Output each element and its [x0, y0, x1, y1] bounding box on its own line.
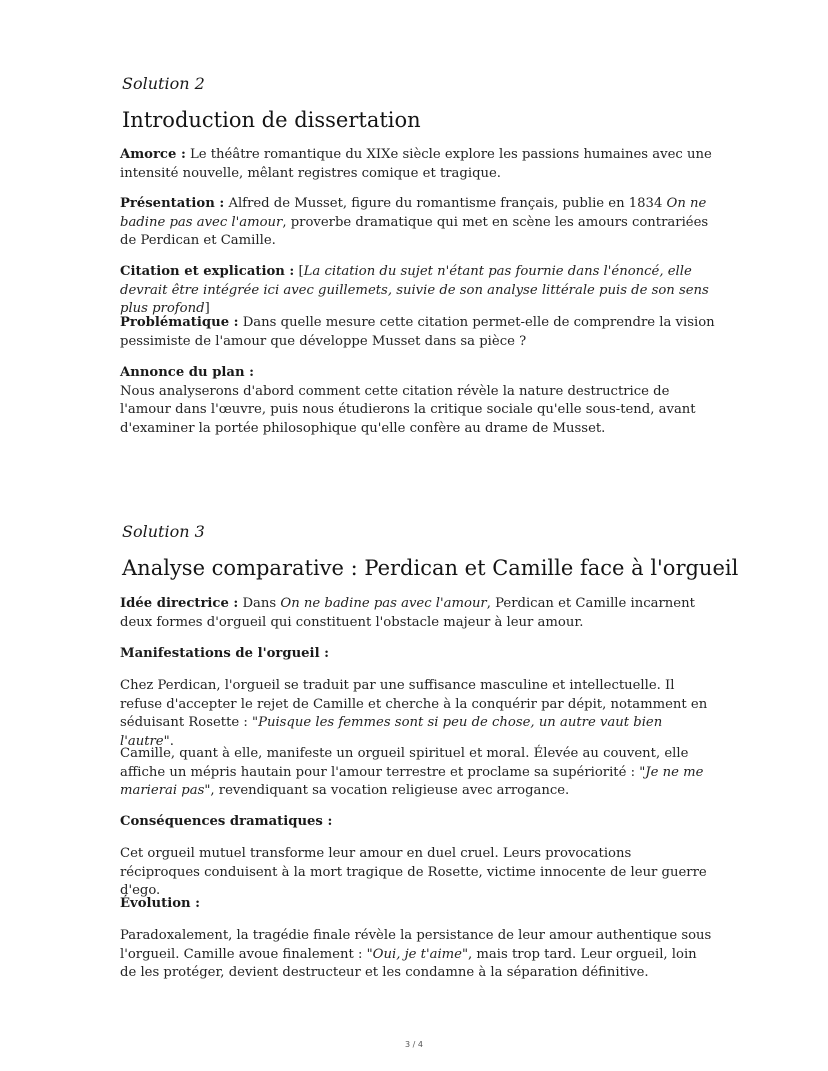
idee-text: Dans — [238, 596, 281, 611]
presentation-text: Alfred de Musset, figure du romantisme français, publie en 1834 — [224, 196, 667, 211]
evolution-paragraph — [120, 927, 715, 983]
citation-label: Citation et explication : — [120, 264, 295, 279]
perdican-quote: "Puisque les femmes sont si peu de chose, un autre vaut bien l'autre" — [120, 715, 663, 749]
perdican-paragraph — [120, 677, 715, 751]
consequences-label: Conséquences dramatiques : — [120, 814, 333, 829]
presentation-paragraph — [120, 195, 715, 251]
work-title: On ne badine pas avec l'amour — [120, 196, 707, 230]
manifestations-label: Manifestations de l'orgueil : — [120, 646, 330, 661]
solution-2-label: Solution 2 — [122, 74, 205, 93]
camille-quote: "Je ne me marierai pas" — [120, 764, 704, 799]
citation-paragraph — [120, 263, 715, 319]
evolution-quote: "Oui, je t'aime" — [366, 946, 469, 962]
evolution-heading — [120, 895, 715, 914]
camille-text: Camille, quant à elle, manifeste un orgueil spirituel et moral. Élevée au couvent, elle affiche un mépris hautain pour l'amour terrestre et proclame sa supériorité : — [120, 746, 689, 780]
page-number: 3 / 4 — [405, 1040, 423, 1049]
citation-note: La citation du sujet n'étant pas fournie dans l'énoncé, elle devrait être intégrée ici avec guillemets, suivie de son analyse littérale puis de son sens plus profond — [120, 264, 709, 317]
problematique-paragraph — [120, 314, 715, 351]
camille-paragraph — [120, 745, 715, 801]
amorce-paragraph — [120, 146, 715, 183]
consequences-heading — [120, 813, 715, 832]
citation-bracket-close: ] — [204, 301, 210, 317]
manifestations-heading — [120, 645, 715, 664]
presentation-text-end: , proverbe dramatique qui met en scène les amours contrariées de Perdican et Camille. — [120, 214, 709, 249]
idee-text-end: , Perdican et Camille incarnent deux formes d'orgueil qui constituent l'obstacle majeur à leur amour. — [120, 596, 695, 630]
presentation-label: Présentation : — [120, 196, 225, 211]
consequences-paragraph: Cet orgueil mutuel transforme leur amour en duel cruel. Leurs provocations réciproques conduisent à la mort tragique de Rosette, victime innocente de leur guerre d'ego. — [120, 846, 707, 899]
problematique-text: Dans quelle mesure cette citation permet-elle de comprendre la vision pessimiste de l'amour que développe Musset dans sa pièce ? — [120, 315, 715, 349]
solution-2-title: Introduction de dissertation — [122, 108, 421, 132]
solution-3-title: Analyse comparative : Perdican et Camille face à l'orgueil — [122, 556, 739, 580]
evolution-text-end: , mais trop tard. Leur orgueil, loin de les protéger, devient destructeur et les condamne à la séparation définitive. — [120, 946, 697, 981]
problematique-label: Problématique : — [120, 315, 239, 330]
idee-paragraph — [120, 595, 715, 632]
annonce-label: Annonce du plan : — [120, 365, 255, 380]
solution-3-label: Solution 3 — [122, 522, 205, 541]
perdican-text: Chez Perdican, l'orgueil se traduit par une suffisance masculine et intellectuelle. Il refuse d'accepter le rejet de Camille et cherche à la conquérir par dépit, notamment en séduisant Rosette : — [120, 678, 708, 731]
evolution-label: Évolution : — [120, 896, 201, 911]
camille-end: , revendiquant sa vocation religieuse avec arrogance. — [210, 783, 570, 799]
idee-label: Idée directrice : — [120, 596, 239, 611]
amorce-text: Le théâtre romantique du XIXe siècle explore les passions humaines avec une intensité nouvelle, mêlant registres comique et tragique. — [120, 147, 712, 181]
annonce-paragraph — [120, 364, 715, 438]
amorce-label: Amorce : — [120, 147, 186, 162]
citation-bracket-open: [ — [294, 264, 304, 279]
evolution-text: Paradoxalement, la tragédie finale révèle la persistance de leur amour authentique sous l'orgueil. Camille avoue finalement : — [120, 928, 712, 962]
perdican-end: . — [169, 733, 174, 749]
annonce-text: Nous analyserons d'abord comment cette citation révèle la nature destructrice de l'amour dans l'œuvre, puis nous étudierons la critique sociale qu'elle sous-tend, avant d'examiner la portée philosophique qu'elle confère au drame de Musset. — [120, 383, 696, 436]
work-title: On ne badine pas avec l'amour — [280, 596, 487, 611]
